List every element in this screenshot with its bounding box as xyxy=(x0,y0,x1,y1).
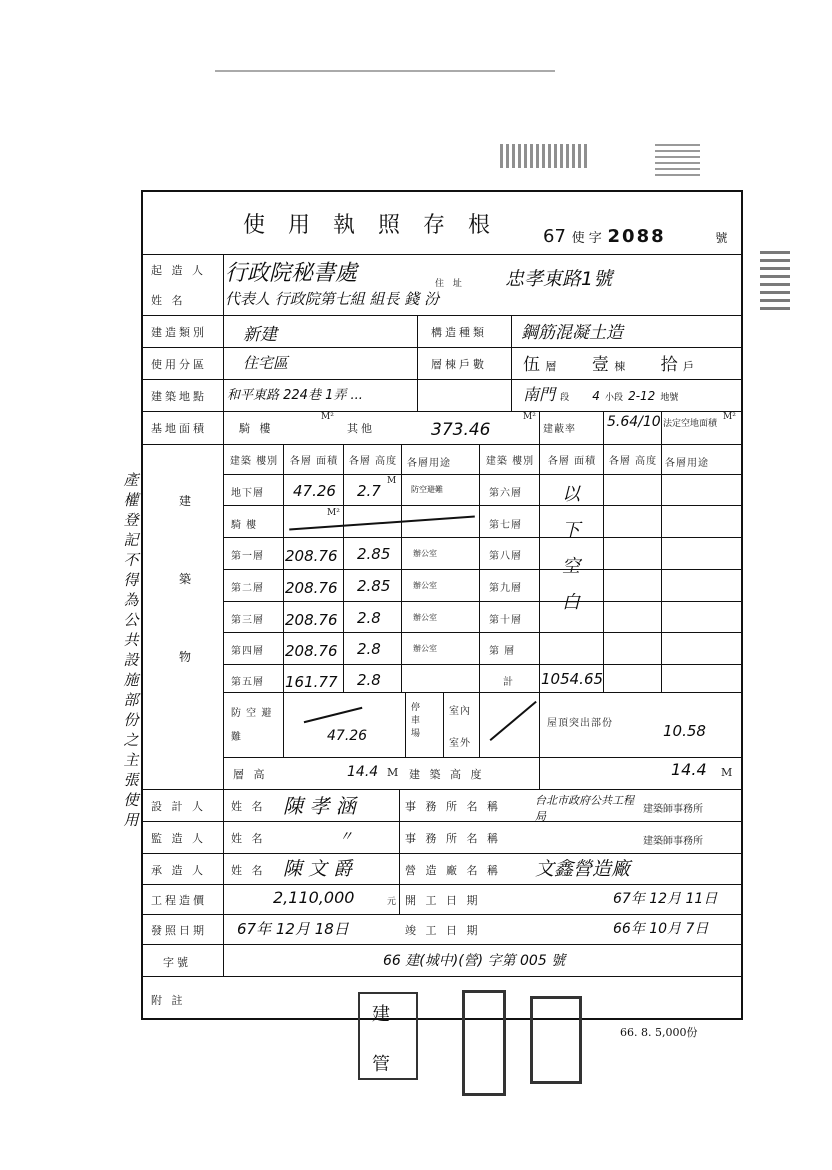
parking-label: 停車場 xyxy=(411,703,422,739)
floor-name-right: 第 層 xyxy=(489,646,516,657)
structure-type-label: 構造種類 xyxy=(431,326,487,339)
supervisor-name-label: 姓 名 xyxy=(231,832,266,845)
site-area-label: 基地面積 xyxy=(151,422,207,435)
strike-line xyxy=(289,516,475,530)
floors-units xyxy=(523,350,739,375)
unit-m: M xyxy=(387,476,397,486)
lot-value: 2-12 xyxy=(628,389,656,403)
builder-label: 起 造 人 xyxy=(151,264,206,277)
floor-use: 辦公室 xyxy=(413,581,437,590)
site-area-unit2: M² xyxy=(523,412,536,422)
footer-code: 66. 8. 5,000份 xyxy=(620,1026,698,1039)
structure-type: 鋼筋混凝土造 xyxy=(521,323,623,343)
roof-area: 10.58 xyxy=(663,722,706,740)
start-date: 67年 12月 11日 xyxy=(613,891,718,907)
shelter-label: 防 空 避 難 xyxy=(231,708,273,743)
license-num: 2088 xyxy=(607,226,666,247)
site-area-unit1: M² xyxy=(321,412,334,422)
contractor-label: 承 造 人 xyxy=(151,864,206,877)
supervisor-label: 監 造 人 xyxy=(151,832,206,845)
roof-label: 屋頂突出部份 xyxy=(547,718,613,729)
use-header-right: 各層用途 xyxy=(665,458,709,469)
floor-header-right: 建築 樓別 xyxy=(485,456,535,467)
floor-height: 2.8 xyxy=(357,640,381,658)
shelter-strike xyxy=(304,707,363,723)
floor-area: 47.26 xyxy=(293,482,336,500)
floor-height: 2.7 xyxy=(357,482,381,500)
floor-height: 2.85 xyxy=(357,577,391,595)
building-type: 新建 xyxy=(243,325,277,345)
floor-area: 208.76 xyxy=(285,579,338,597)
building-type-label: 建造類別 xyxy=(151,326,207,339)
floor-height: 2.8 xyxy=(357,671,381,689)
height-header-left: 各層 高度 xyxy=(348,456,398,467)
unit-m2: M² xyxy=(327,508,340,518)
designer-name: 陳 孝 涵 xyxy=(283,794,356,818)
use-zone-label: 使用分區 xyxy=(151,358,207,371)
floor-height: 2.85 xyxy=(357,545,391,563)
total-area: 1054.65 xyxy=(541,670,604,688)
designer-name-label: 姓 名 xyxy=(231,800,266,813)
buildings-value: 壹 xyxy=(591,355,609,375)
form-title: 使 用 執 照 存 根 xyxy=(243,213,498,238)
builder-address: 忠孝東路1號 xyxy=(505,268,613,290)
cost-value: 2,110,000 xyxy=(273,888,355,907)
outdoor-label: 室外 xyxy=(449,738,471,749)
contractor-name: 陳 文 爵 xyxy=(283,858,353,880)
floor-area: 208.76 xyxy=(285,642,338,660)
area-header-right: 各層 面積 xyxy=(547,456,597,467)
floor-use: 辦公室 xyxy=(413,644,437,653)
scan-artifact xyxy=(215,70,555,72)
floor-name-right: 第九層 xyxy=(489,583,522,594)
floor-area: 208.76 xyxy=(285,611,338,629)
floors-value: 伍 xyxy=(523,355,540,375)
floor-area: 208.76 xyxy=(285,547,338,565)
arch-office-label-2: 建築師事務所 xyxy=(643,836,703,847)
buildings-unit: 棟 xyxy=(614,360,626,373)
complete-date: 66年 10月 7日 xyxy=(613,921,709,937)
license-year: 67 xyxy=(543,226,566,247)
indoor-label: 室內 xyxy=(449,706,471,717)
sub-section-value: 4 xyxy=(592,389,600,403)
floors-unit: 層 xyxy=(545,360,557,373)
floor-use: 辦公室 xyxy=(413,613,437,622)
floor-name: 第二層 xyxy=(231,583,264,594)
license-suffix: 號 xyxy=(715,231,728,245)
units-unit: 戶 xyxy=(683,360,695,373)
construction-stamp xyxy=(358,992,418,1080)
units-value: 拾 xyxy=(660,355,678,375)
floor-name: 第五層 xyxy=(231,677,264,688)
top-right-stamp xyxy=(500,140,710,180)
building-height-value: 14.4 xyxy=(671,760,707,779)
building-section-title: 建築物 xyxy=(178,494,191,664)
floor-height-label: 層 高 xyxy=(233,768,268,781)
site-area: 373.46 xyxy=(431,420,491,440)
area-header-left: 各層 面積 xyxy=(289,456,339,467)
representative: 代表人 行政院第七組 組長 錢 汾 xyxy=(225,290,440,308)
designer-firm: 台北市政府公共工程局 xyxy=(535,794,634,823)
factory-name-label: 營 造 廠 名 稱 xyxy=(405,864,501,877)
contractor-firm: 文鑫營造廠 xyxy=(535,858,631,880)
site-location-label: 建築地點 xyxy=(151,390,207,403)
cost-label: 工程造價 xyxy=(151,894,207,907)
floor-header-left: 建築 樓別 xyxy=(229,456,279,467)
shelter-underground: 47.26 xyxy=(327,728,368,744)
site-location: 和平東路 224巷 1弄 ... xyxy=(227,388,363,403)
building-ratio-label: 建蔽率 xyxy=(543,424,576,435)
floor-name-right: 第八層 xyxy=(489,551,522,562)
stamp-char-1: 建 xyxy=(372,1004,390,1025)
license-number xyxy=(543,226,727,247)
floor-height-unit: M xyxy=(387,766,399,779)
floor-name-right: 計 xyxy=(503,677,514,688)
start-date-label: 開 工 日 期 xyxy=(405,894,481,907)
floors-units-label: 層棟戶數 xyxy=(431,358,487,371)
floor-height-value: 14.4 xyxy=(347,764,379,780)
permit-no-label: 字號 xyxy=(163,956,191,969)
floor-use: 防空避難 xyxy=(411,485,443,494)
floor-name: 第四層 xyxy=(231,646,264,657)
side-note: 產權登記不得為公共設施部份之主張使用 xyxy=(123,471,139,829)
use-header-left: 各層用途 xyxy=(407,458,451,469)
site-section: 南門 段 4 小段 2-12 地號 xyxy=(523,385,679,404)
floor-name-right: 第七層 xyxy=(489,520,522,531)
license-form xyxy=(141,190,743,1020)
floor-height: 2.8 xyxy=(357,609,381,627)
floor-name-right: 第六層 xyxy=(489,488,522,499)
designer-firm-label: 事 務 所 名 稱 xyxy=(405,800,501,813)
official-seal-2 xyxy=(530,996,582,1084)
parking-strike xyxy=(490,701,537,741)
legal-vacant-label: 法定空地面積 xyxy=(663,419,718,429)
floor-use: 辦公室 xyxy=(413,549,437,558)
floor-name: 第三層 xyxy=(231,615,264,626)
complete-date-label: 竣 工 日 期 xyxy=(405,924,481,937)
contractor-name-label: 姓 名 xyxy=(231,864,266,877)
floor-name-right: 第十層 xyxy=(489,615,522,626)
designer-label: 設 計 人 xyxy=(151,800,206,813)
floor-area: 161.77 xyxy=(285,673,338,691)
floor-name: 地下層 xyxy=(231,488,264,499)
legal-vacant-unit: M² xyxy=(723,412,736,422)
section-value: 南門 xyxy=(523,385,556,404)
site-area-other-label: 其他 xyxy=(347,422,375,435)
permit-ref: 66 建(城中)(營) 字第 005 號 xyxy=(383,953,566,969)
right-edge-mark xyxy=(760,250,790,310)
name-label: 姓 名 xyxy=(151,294,186,307)
building-height-label: 建 築 高 度 xyxy=(409,768,485,781)
site-area-arcade-label: 騎 樓 xyxy=(239,422,274,435)
arch-office-label: 建築師事務所 xyxy=(643,804,703,815)
remarks-label: 附 註 xyxy=(151,994,186,1007)
height-header-right: 各層 高度 xyxy=(608,456,658,467)
address-label: 住 址 xyxy=(435,279,465,289)
supervisor-name: 〃 xyxy=(339,829,353,845)
blank-annotation: 以下空白 xyxy=(562,484,580,613)
license-word: 使 字 xyxy=(571,231,602,246)
builder-name: 行政院秘書處 xyxy=(225,261,358,286)
building-ratio: 5.64/10 xyxy=(607,414,661,430)
official-seal-1 xyxy=(462,990,506,1096)
use-zone: 住宅區 xyxy=(243,354,289,372)
floor-name: 騎 樓 xyxy=(231,520,258,531)
cost-unit: 元 xyxy=(387,897,400,907)
issue-date: 67年 12月 18日 xyxy=(237,920,349,938)
issue-date-label: 發照日期 xyxy=(151,924,207,937)
supervisor-firm-label: 事 務 所 名 稱 xyxy=(405,832,501,845)
stamp-char-2: 管 xyxy=(372,1054,390,1075)
building-height-unit: M xyxy=(721,766,733,779)
floor-name: 第一層 xyxy=(231,551,264,562)
